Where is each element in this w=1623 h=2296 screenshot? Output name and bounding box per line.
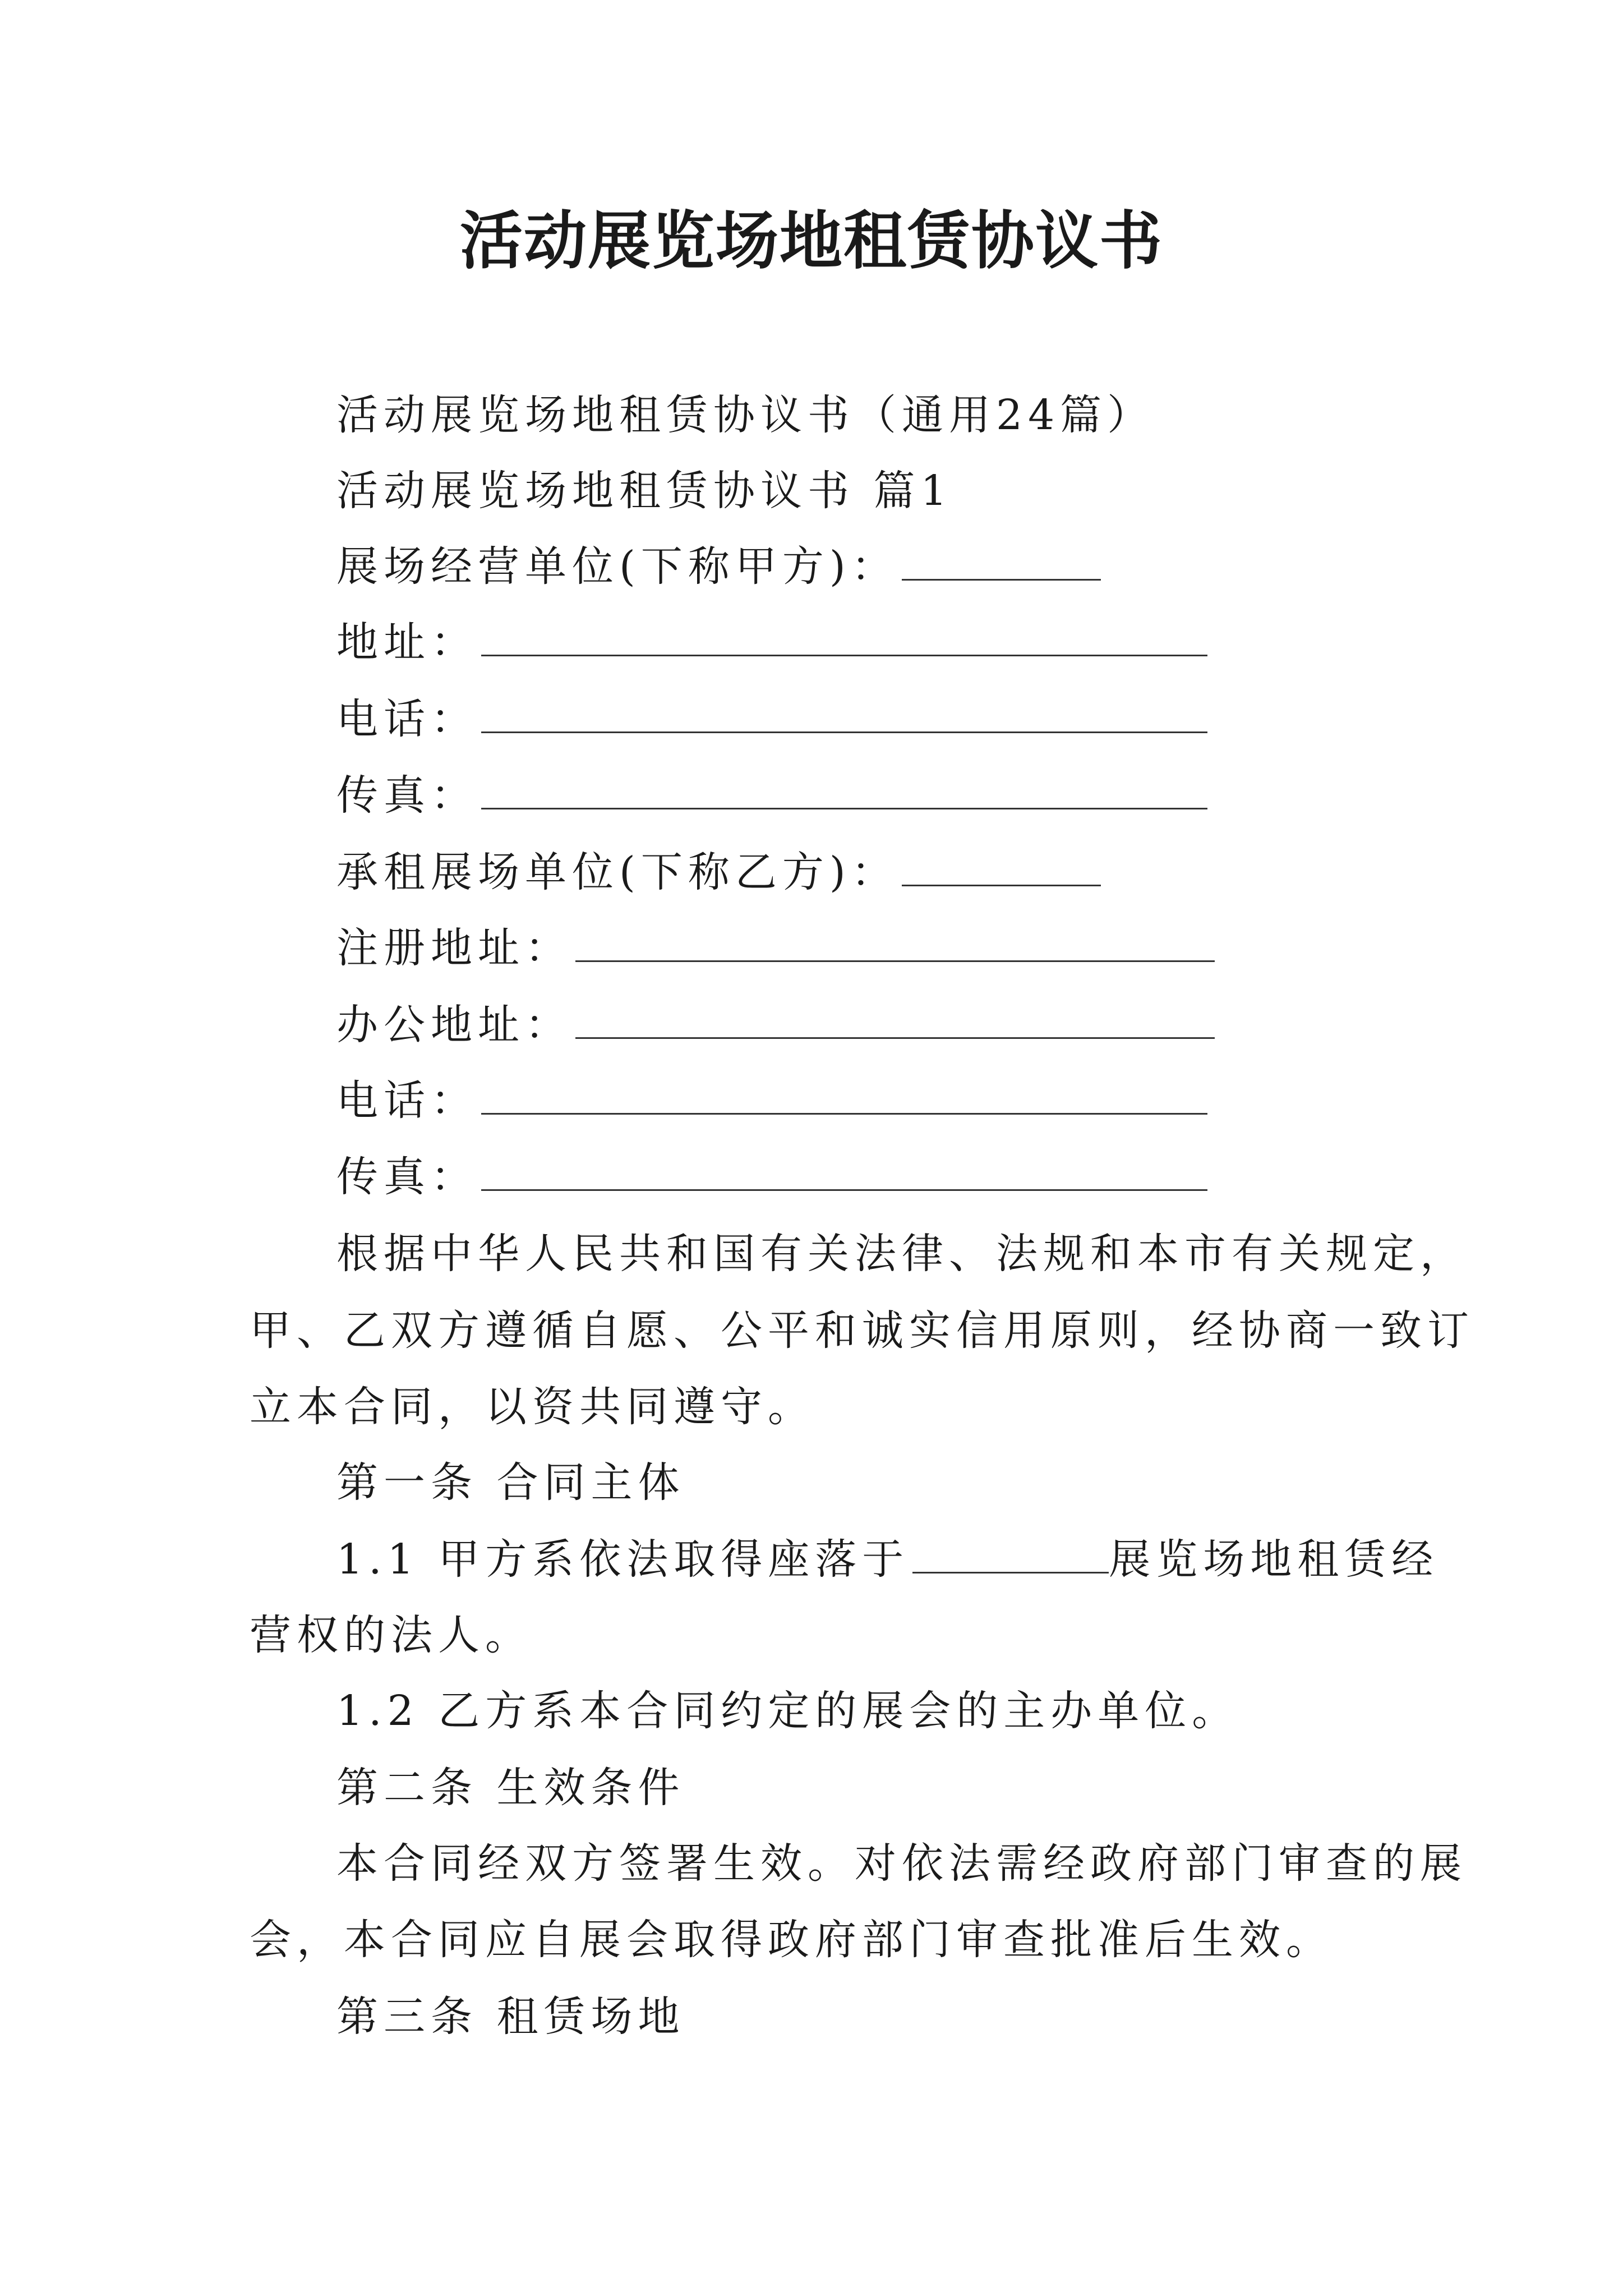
party-a-phone-row: [336, 691, 1207, 747]
party-a-phone-label: 电话：: [336, 695, 478, 743]
article-3-heading: 第三条 租赁场地: [336, 1993, 685, 2041]
clause-1-1-blank[interactable]: [912, 1538, 1109, 1573]
clause-1-1-row: [336, 1531, 1438, 1588]
party-a-address-label: 地址：: [336, 618, 478, 666]
party-b-office-address-label: 办公地址：: [336, 1001, 572, 1049]
party-b-reg-address-row: [336, 920, 1215, 976]
party-a-address-blank[interactable]: [481, 621, 1207, 656]
clause-1-1-before: 1.1 甲方系依法取得座落于: [336, 1535, 910, 1584]
preamble-line-2: 甲、乙双方遵循自愿、公平和诚实信用原则，经协商一致订: [250, 1306, 1474, 1355]
party-a-fax-blank[interactable]: [481, 774, 1207, 809]
section-heading: 活动展览场地租赁协议书 篇1: [336, 467, 953, 515]
party-a-phone-blank[interactable]: [481, 698, 1207, 733]
party-b-unit-row: [336, 844, 1101, 900]
party-b-office-address-blank[interactable]: [575, 1004, 1215, 1039]
article-1-heading: 第一条 合同主体: [336, 1458, 685, 1507]
party-b-phone-row: [336, 1073, 1207, 1129]
party-a-fax-label: 传真：: [336, 771, 478, 820]
party-b-phone-blank[interactable]: [481, 1079, 1207, 1115]
clause-1-2: 1.2 乙方系本合同约定的展会的主办单位。: [336, 1687, 1239, 1735]
party-b-unit-label: 承租展场单位(下称乙方)：: [336, 848, 898, 896]
clause-1-1-continuation: 营权的法人。: [250, 1611, 532, 1659]
document-subtitle: 活动展览场地租赁协议书（通用24篇）: [336, 391, 1155, 439]
article-2-heading: 第二条 生效条件: [336, 1764, 685, 1812]
preamble-line-3: 立本合同，以资共同遵守。: [250, 1383, 815, 1431]
party-a-unit-row: [336, 539, 1101, 595]
party-b-office-address-row: [336, 997, 1215, 1053]
article-2-line-1: 本合同经双方签署生效。对依法需经政府部门审查的展: [336, 1839, 1467, 1888]
party-a-unit-label: 展场经营单位(下称甲方)：: [336, 542, 898, 591]
party-b-reg-address-label: 注册地址：: [336, 924, 572, 972]
party-b-fax-row: [336, 1149, 1207, 1205]
party-a-address-row: [336, 614, 1207, 670]
preamble-line-1: 根据中华人民共和国有关法律、法规和本市有关规定，: [336, 1230, 1467, 1278]
clause-1-1-after: 展览场地租赁经: [1109, 1535, 1439, 1584]
party-b-unit-blank[interactable]: [902, 851, 1101, 886]
article-2-line-2: 会，本合同应自展会取得政府部门审查批准后生效。: [250, 1916, 1333, 1964]
party-b-reg-address-blank[interactable]: [575, 927, 1215, 962]
party-b-phone-label: 电话：: [336, 1076, 478, 1125]
party-b-fax-label: 传真：: [336, 1153, 478, 1201]
document-title: 活动展览场地租赁协议书: [460, 204, 1163, 278]
party-b-fax-blank[interactable]: [481, 1156, 1207, 1191]
party-a-unit-blank[interactable]: [902, 545, 1101, 581]
party-a-fax-row: [336, 767, 1207, 823]
